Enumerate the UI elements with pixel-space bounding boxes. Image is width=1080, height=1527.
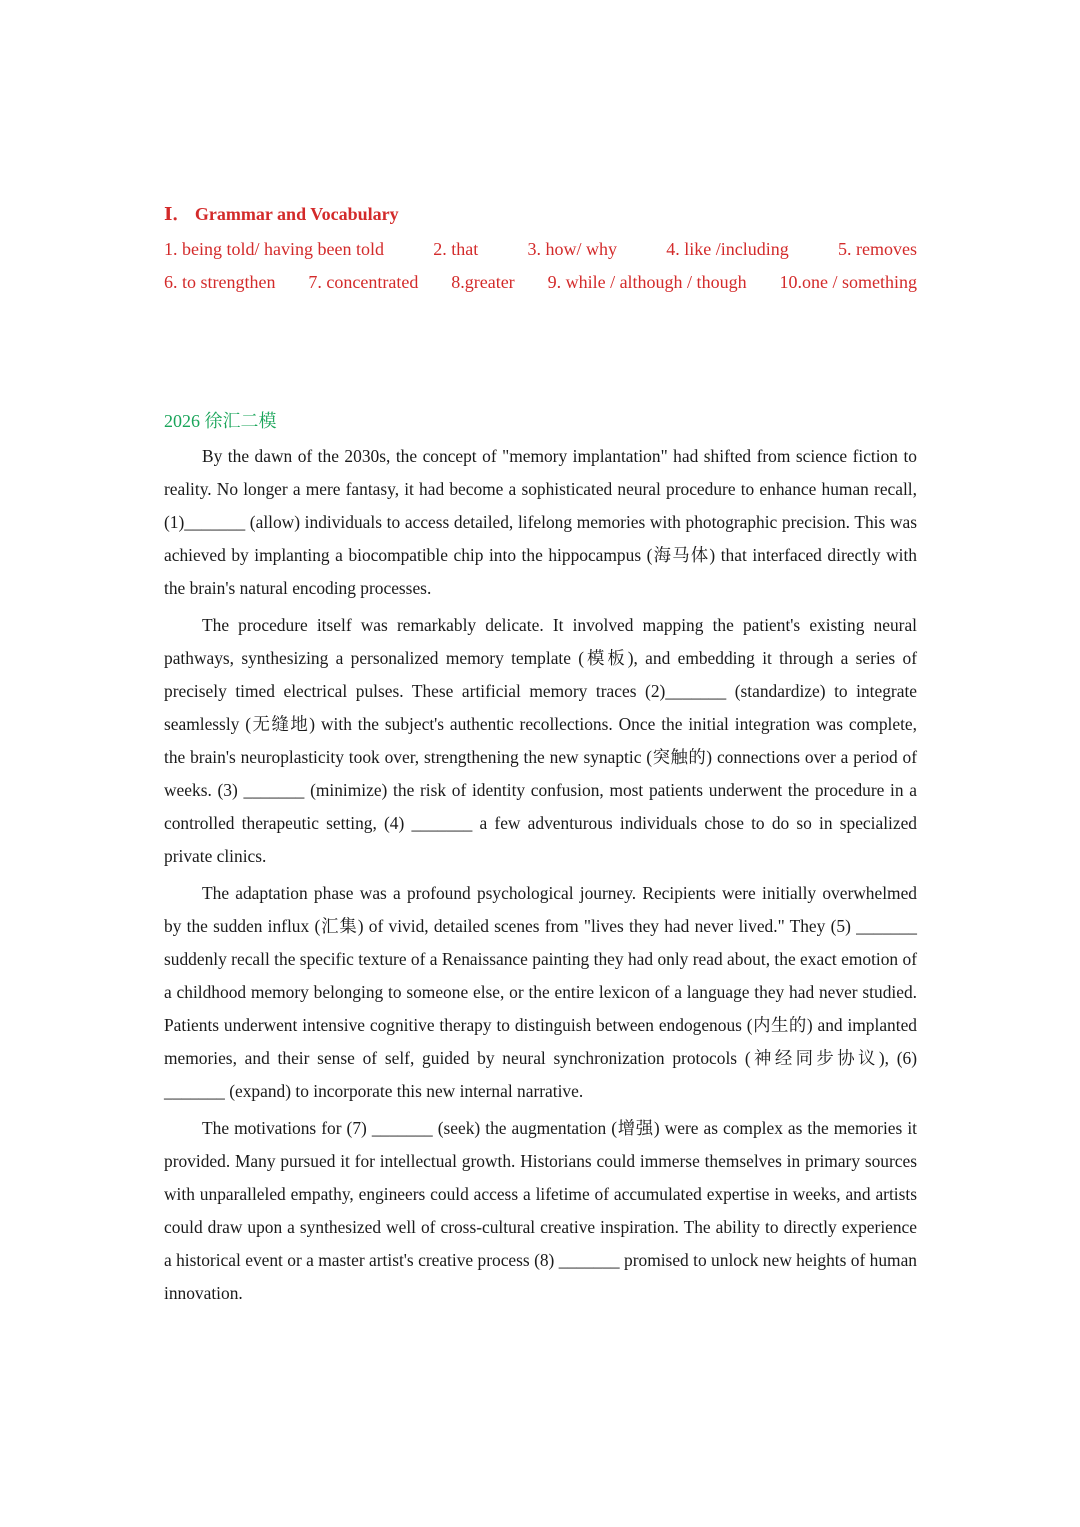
answer-item: 2. that bbox=[433, 239, 479, 259]
answer-item: 8.greater bbox=[451, 272, 515, 292]
section-heading: Ⅰ． Grammar and Vocabulary bbox=[164, 204, 399, 224]
passage-paragraph: The motivations for (7) _______ (seek) the augmentation (增强) were as complex as the memories it provided. Many pursued it for intellectual growth. Historians could immerse themselves in primary sources with unparalleled empathy, engineers could access a lifetime of accumulated expertise in weeks, and artists could draw upon a synthesized well of cross-cultural creative inspiration. The ability to directly experience a historical event or a master artist's creative process (8) _______ promised to unlock new heights of human innovation. bbox=[164, 1118, 917, 1303]
passage-body bbox=[164, 440, 917, 1314]
answer-item: 6. to strengthen bbox=[164, 272, 276, 292]
passage-paragraph: By the dawn of the 2030s, the concept of "memory implantation" had shifted from science fiction to reality. No longer a mere fantasy, it had become a sophisticated neural procedure to enhance human recall, (1)_______ (allow) individuals to access detailed, lifelong memories with photographic precision. This was achieved by implanting a biocompatible chip into the hippocampus (海马体) that interfaced directly with the brain's natural encoding processes. bbox=[164, 446, 917, 598]
answer-item: 4. like /including bbox=[666, 239, 789, 259]
answer-item: 3. how/ why bbox=[527, 239, 617, 259]
answer-item: 10.one / something bbox=[779, 272, 917, 292]
passage-title: 2026 徐汇二模 bbox=[164, 411, 277, 431]
answer-item: 1. being told/ having been told bbox=[164, 239, 384, 259]
answer-item: 9. while / although / though bbox=[547, 272, 747, 292]
passage-paragraph: The procedure itself was remarkably delicate. It involved mapping the patient's existing neural pathways, synthesizing a personalized memory template (模板), and embedding it through a series of precisely timed electrical pulses. These artificial memory traces (2)_______ (standardize) to integrate seamlessly (无缝地) with the subject's authentic recollections. Once the initial integration was complete, the brain's neuroplasticity took over, strengthening the new synaptic (突触的) connections over a period of weeks. (3) _______ (minimize) the risk of identity confusion, most patients underwent the procedure in a controlled therapeutic setting, (4) _______ a few adventurous individuals chose to do so in specialized private clinics. bbox=[164, 615, 917, 866]
answer-key-row-2 bbox=[164, 272, 917, 293]
answer-item: 7. concentrated bbox=[308, 272, 419, 292]
answer-item: 5. removes bbox=[838, 239, 917, 259]
answer-key-row-1 bbox=[164, 239, 917, 260]
passage-paragraph: The adaptation phase was a profound psychological journey. Recipients were initially overwhelmed by the sudden influx (汇集) of vivid, detailed scenes from "lives they had never lived." They (5) _______ suddenly recall the specific texture of a Renaissance painting they had only read about, the exact emotion of a childhood memory belonging to someone else, or the entire lexicon of a language they had never studied. Patients underwent intensive cognitive therapy to distinguish between endogenous (内生的) and implanted memories, and their sense of self, guided by neural synchronization protocols (神经同步协议), (6) _______ (expand) to incorporate this new internal narrative. bbox=[164, 883, 917, 1101]
